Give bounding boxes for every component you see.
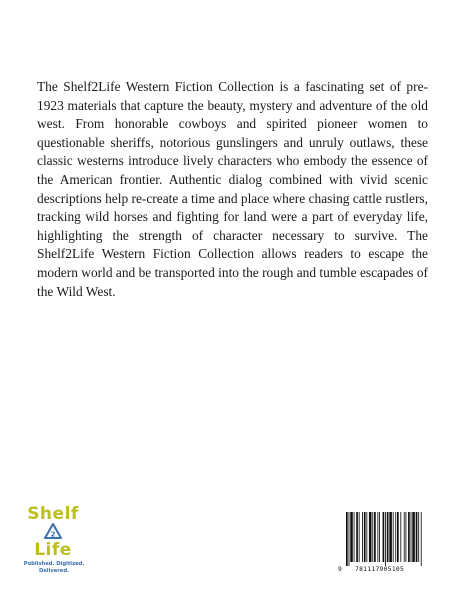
logo-mark-digit: 2 (50, 530, 56, 539)
logo-word-life: Life (34, 540, 72, 560)
cover-blurb: The Shelf2Life Western Fiction Collection is a fascinating set of pre-1923 materials that capture the beauty, mystery and adventure of the old west. From honorable cowboys and spirited pioneer women to questionable sheriffs, notorious gunslingers and unruly outlaws, these classic westerns introduce lively characters who embody the essence of the American frontier. Authentic dialog combined with vivid scenic descriptions help re-create a time and place where chasing cattle rustlers, tracking wild horses and fighting for land were a part of everyday life, highlighting the strength of character necessary to survive. The Shelf2Life Western Fiction Collection allows readers to escape the modern world and be transported into the rough and tumble escapades of the Wild West. (37, 79, 428, 299)
logo-word-shelf: Shelf (27, 504, 79, 524)
shelf2life-logo (8, 505, 98, 575)
barcode-icon (346, 512, 444, 566)
logo-tagline: Published. Digitized. Delivered. (23, 561, 85, 574)
barcode-digits: 781117905105 (355, 566, 405, 573)
isbn-barcode (338, 512, 446, 580)
barcode-lead-digit: 9 (338, 566, 342, 573)
